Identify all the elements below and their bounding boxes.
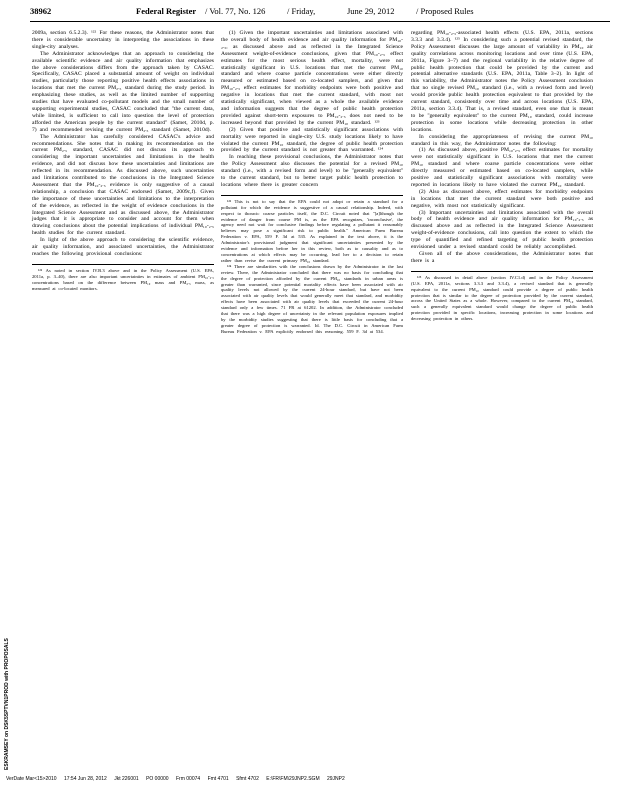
paragraph: In reaching these provisional conclusions, the Administrator notes that the Policy Assessment also discusses the potential for a revised PM₁₀ standard (i.e., with a revised form and level) to be ''generally equivalent'' to the current standard, but to better target public health protection to locations where there is greater concern: [221, 154, 403, 188]
footer-po: PO 00000: [146, 776, 169, 782]
footnote: ¹²³ This is not to say that the EPA could not adopt or retain a standard for a pollutant for which the evidence is suggestive of a causal relationship. Indeed, with respect to thoracic coarse particles itself, the D.C. Circuit noted that ''[a]lthough the evidence of danger from coarse PM is, as the EPA recognizes, 'inconclusive', the agency need not wait for conclusive findings before regulating a pollutant it reasonably believes may pose a significant risk to public health.'' American Farm Bureau Federation v. EPA, 559 F. 3d at 535. As explained in the text above, it is the Administrator's provisional judgment that significant uncertainties presented by the evidence and information before her in this review, both as to causality and as to concentrations at which effects may be occurring, lead her to a decision to retain rather than revise the current primary PM₁₀ standard.: [221, 198, 403, 263]
page-header: [30, 6, 610, 20]
paragraph: 2009a, section 6.5.2.3). ¹²² For these reasons, the Administrator notes that there is considerable uncertainty in interpreting the associations in these single-city analyses.: [32, 30, 214, 50]
footer-sfmt: Sfmt 4702: [236, 776, 259, 782]
paragraph: In light of the above approach to considering the scientific evidence, air quality information, and associated uncertainties, the Administrator reaches the following provisional conclusions:: [32, 237, 214, 257]
margin-stamp: ESKRAMSEY on DSK5SPTVN1PROD with PROPOSALS: [4, 638, 10, 770]
footer-fmt: Fmt 4701: [207, 776, 229, 782]
footer-time: 17:54 Jun 28, 2012: [63, 776, 107, 782]
page-footer: [6, 776, 612, 782]
volume-number: / Vol. 77, No. 126: [205, 6, 266, 16]
paragraph: The Administrator has carefully considered CASAC's advice and recommendations. She notes that in making its recommendation on the current PM₂.₅ standard, CASAC did not discuss its approach to considering the important uncertainties and limitations in the health evidence, and did not discuss how these uncertainties and limitations are reflected in its recommendation. As discussed above, such uncertainties and limitations contributed to the conclusions in the Integrated Science Assessment that the PM₁₀-₂.₅ evidence is only suggestive of a causal relationship, a conclusion that CASAC endorsed (Samet, 2009c,f). Given the importance of these uncertainties and limitations to the interpretation of the evidence, as reflected in the weight of evidence conclusions in the Integrated Science Assessment and as discussed above, the Administrator judges that it is appropriate to consider and account for them when drawing conclusions about the potential implications of individual PM₁₀-₂.₅ health studies for the current standard.: [32, 133, 214, 237]
publication-name: Federal Register: [136, 6, 197, 16]
issue-date: June 29, 2012: [347, 6, 395, 16]
paragraph: (1) As discussed above, positive PM₁₀-₂.₅ effect estimates for mortality were not statistically significant in U.S. locations that met the current PM₁₀ standard and where coarse particle concentrations were either directly measured or estimated based on co-located samplers, while positive and statistically significant associations with mortality were reported in locations likely to have violated the current PM₁₀ standard.: [411, 147, 593, 188]
footnotes: [221, 195, 403, 335]
page-number: 38962: [30, 6, 52, 16]
text-column-1: [32, 30, 214, 292]
issue-day: / Friday,: [287, 6, 316, 16]
paragraph: (1) Given the important uncertainties and limitations associated with the overall body of health evidence and air quality information for PM₁₀-₂.₅, as discussed above and as reflected in the Integrated Science Assessment weight-of-evidence conclusions, given that PM₁₀-₂.₅ effect estimates for the most serious health effect, mortality, were not statistically significant in U.S. locations that met the current PM₁₀ standard and where coarse particle concentrations were either directly measured or estimated based on co-located samplers, and given that PM₁₀-₂.₅ effect estimates for morbidity endpoints were both positive and negative in locations that met the current standard, with most not statistically significant, when viewed as a whole the available evidence and information suggests that the degree of public health protection provided against short-term exposures to PM₁₀-₂.₅ does not need to be increased beyond that provided by the current PM₁₀ standard. ¹²³: [221, 30, 403, 126]
paragraph: (3) Important uncertainties and limitations associated with the overall body of health evidence and air quality information for PM₁₀-₂.₅ as discussed above and as reflected in the Integrated Science Assessment weight-of-evidence conclusions, call into question the extent to which the type of quantified and refined targeting of public health protection envisioned under a revised standard could be reliably accomplished.: [411, 209, 593, 251]
footnote: ¹²⁴ There are similarities with the conclusions drawn by the Administrator in the last review. There, the Administrator concluded that there was no basis for concluding that the degree of protection afforded by the current PM₁₀ standards in urban areas is greater than warranted, since potential mortality effects have been associated with air quality levels not allowed by the current 24-hour standard, but have not been associated with air quality levels that would generally meet that standard, and morbidity effects have been associated with air quality levels that exceeded the current 24-hour standard only a few times. 71 FR at 61202. In addition, the Administrator concluded that there was a high degree of uncertainty in the relevant population exposures implied by the morbidity studies suggesting that there is little basis for concluding that a greater degree of protection is warranted. Id. The D.C. Circuit in American Farm Bureau Federation v. EPA explicitly endorsed this reasoning. 559 F. 3d at 534.: [221, 263, 403, 334]
footnote: ¹²⁵ As discussed in detail above (section IV.C1.d) and in the Policy Assessment (U.S. EPA, 2011a, sections 3.3.3 and 3.3.4), a revised standard that is generally equivalent to the current PM₁₀ standard could provide a degree of public health protection that is similar to the degree of protection provided by the current standard, across the United States as a whole. However, compared to the current PM₁₀ standard, such a generally equivalent standard would change the degree of public health protection provided in specific locations, increasing protection in some locations and decreasing protection in others.: [411, 274, 593, 322]
text-column-2: [221, 30, 403, 335]
paragraph: (2) Also as discussed above, effect estimates for morbidity endpoints in locations that met the current standard were both positive and negative, with most not statistically significant.: [411, 188, 593, 209]
paragraph: Given all of the above considerations, the Administrator notes that there is a: [411, 251, 593, 264]
footnotes: [411, 271, 593, 322]
text-column-3: [411, 30, 593, 322]
footer-verdate: VerDate Mar<15>2010: [6, 776, 57, 782]
footer-frm: Frm 00074: [175, 776, 201, 782]
footnotes: [32, 264, 214, 292]
footer-jkt: Jkt 226001: [114, 776, 139, 782]
section-name: / Proposed Rules: [416, 6, 474, 16]
footer-code: 29JNP2: [327, 776, 345, 782]
paragraph: In considering the appropriateness of revising the current PM₁₀ standard in this way, the Administrator notes the following:: [411, 133, 593, 147]
footnote: ¹²² As noted in section IV.B.3 above and in the Policy Assessment (U.S. EPA, 2011a, p. 3–40), there are also important uncertainties in estimates of ambient PM₁₀-₂.₅ concentrations based on the difference between PM₁₀ mass and PM₂.₅ mass, as measured at co-located monitors.: [32, 267, 214, 291]
header-rule: [30, 21, 610, 22]
paragraph: regarding PM₁₀-₂.₅-associated health effects (U.S. EPA, 2011a, sections 3.3.3 and 3.3.4). ¹²⁵ In considering such a potential revised standard, the Policy Assessment discusses the large amount of variability in PM₁₀ air quality correlations across monitoring locations and over time (U.S. EPA, 2011a, Figure 3–7) and the regional variability in the relative degree of public health protection that could be provided by the current and potential alternative standards (U.S. EPA, 2011a, Table 3–2). In light of this variability, the Administrator notes the Policy Assessment conclusion that no single revised PM₁₀ standard (i.e., with a revised form and level) would provide public health protection equivalent to that provided by the current standard, consistently over time and across locations (U.S. EPA, 2011a, section 3.3.4). That is, a revised standard, even one that is meant to be ''generally equivalent'' to the current PM₁₀ standard, could increase protection in some locations while decreasing protection in other locations.: [411, 30, 593, 133]
paragraph: (2) Given that positive and statistically significant associations with mortality were reported in single-city U.S. study locations likely to have violated the current PM₁₀ standard, the degree of public health protection provided by the current standard is not greater than warranted. ¹²⁴: [221, 126, 403, 154]
paragraph: The Administrator acknowledges that an approach to considering the available scientific evidence and air quality information that emphasizes the above considerations differs from the approach taken by CASAC. Specifically, CASAC placed a substantial amount of weight on individual studies, particularly those reporting positive health effects associations in locations that met the current PM₂.₅ standard during the study period. In emphasizing these studies, as well as the limited number of supporting studies that have evaluated co-pollutant models and the small number of supporting experimental studies, CASAC concluded that ''the current data, while limited, is sufficient to call into question the level of protection afforded the American people by the current standard'' (Samet, 2010d, p. 7) and recommended revising the current PM₂.₅ standard (Samet, 2010d).: [32, 50, 214, 133]
footer-path: E:\FR\FM\29JNP2.SGM: [266, 776, 320, 782]
